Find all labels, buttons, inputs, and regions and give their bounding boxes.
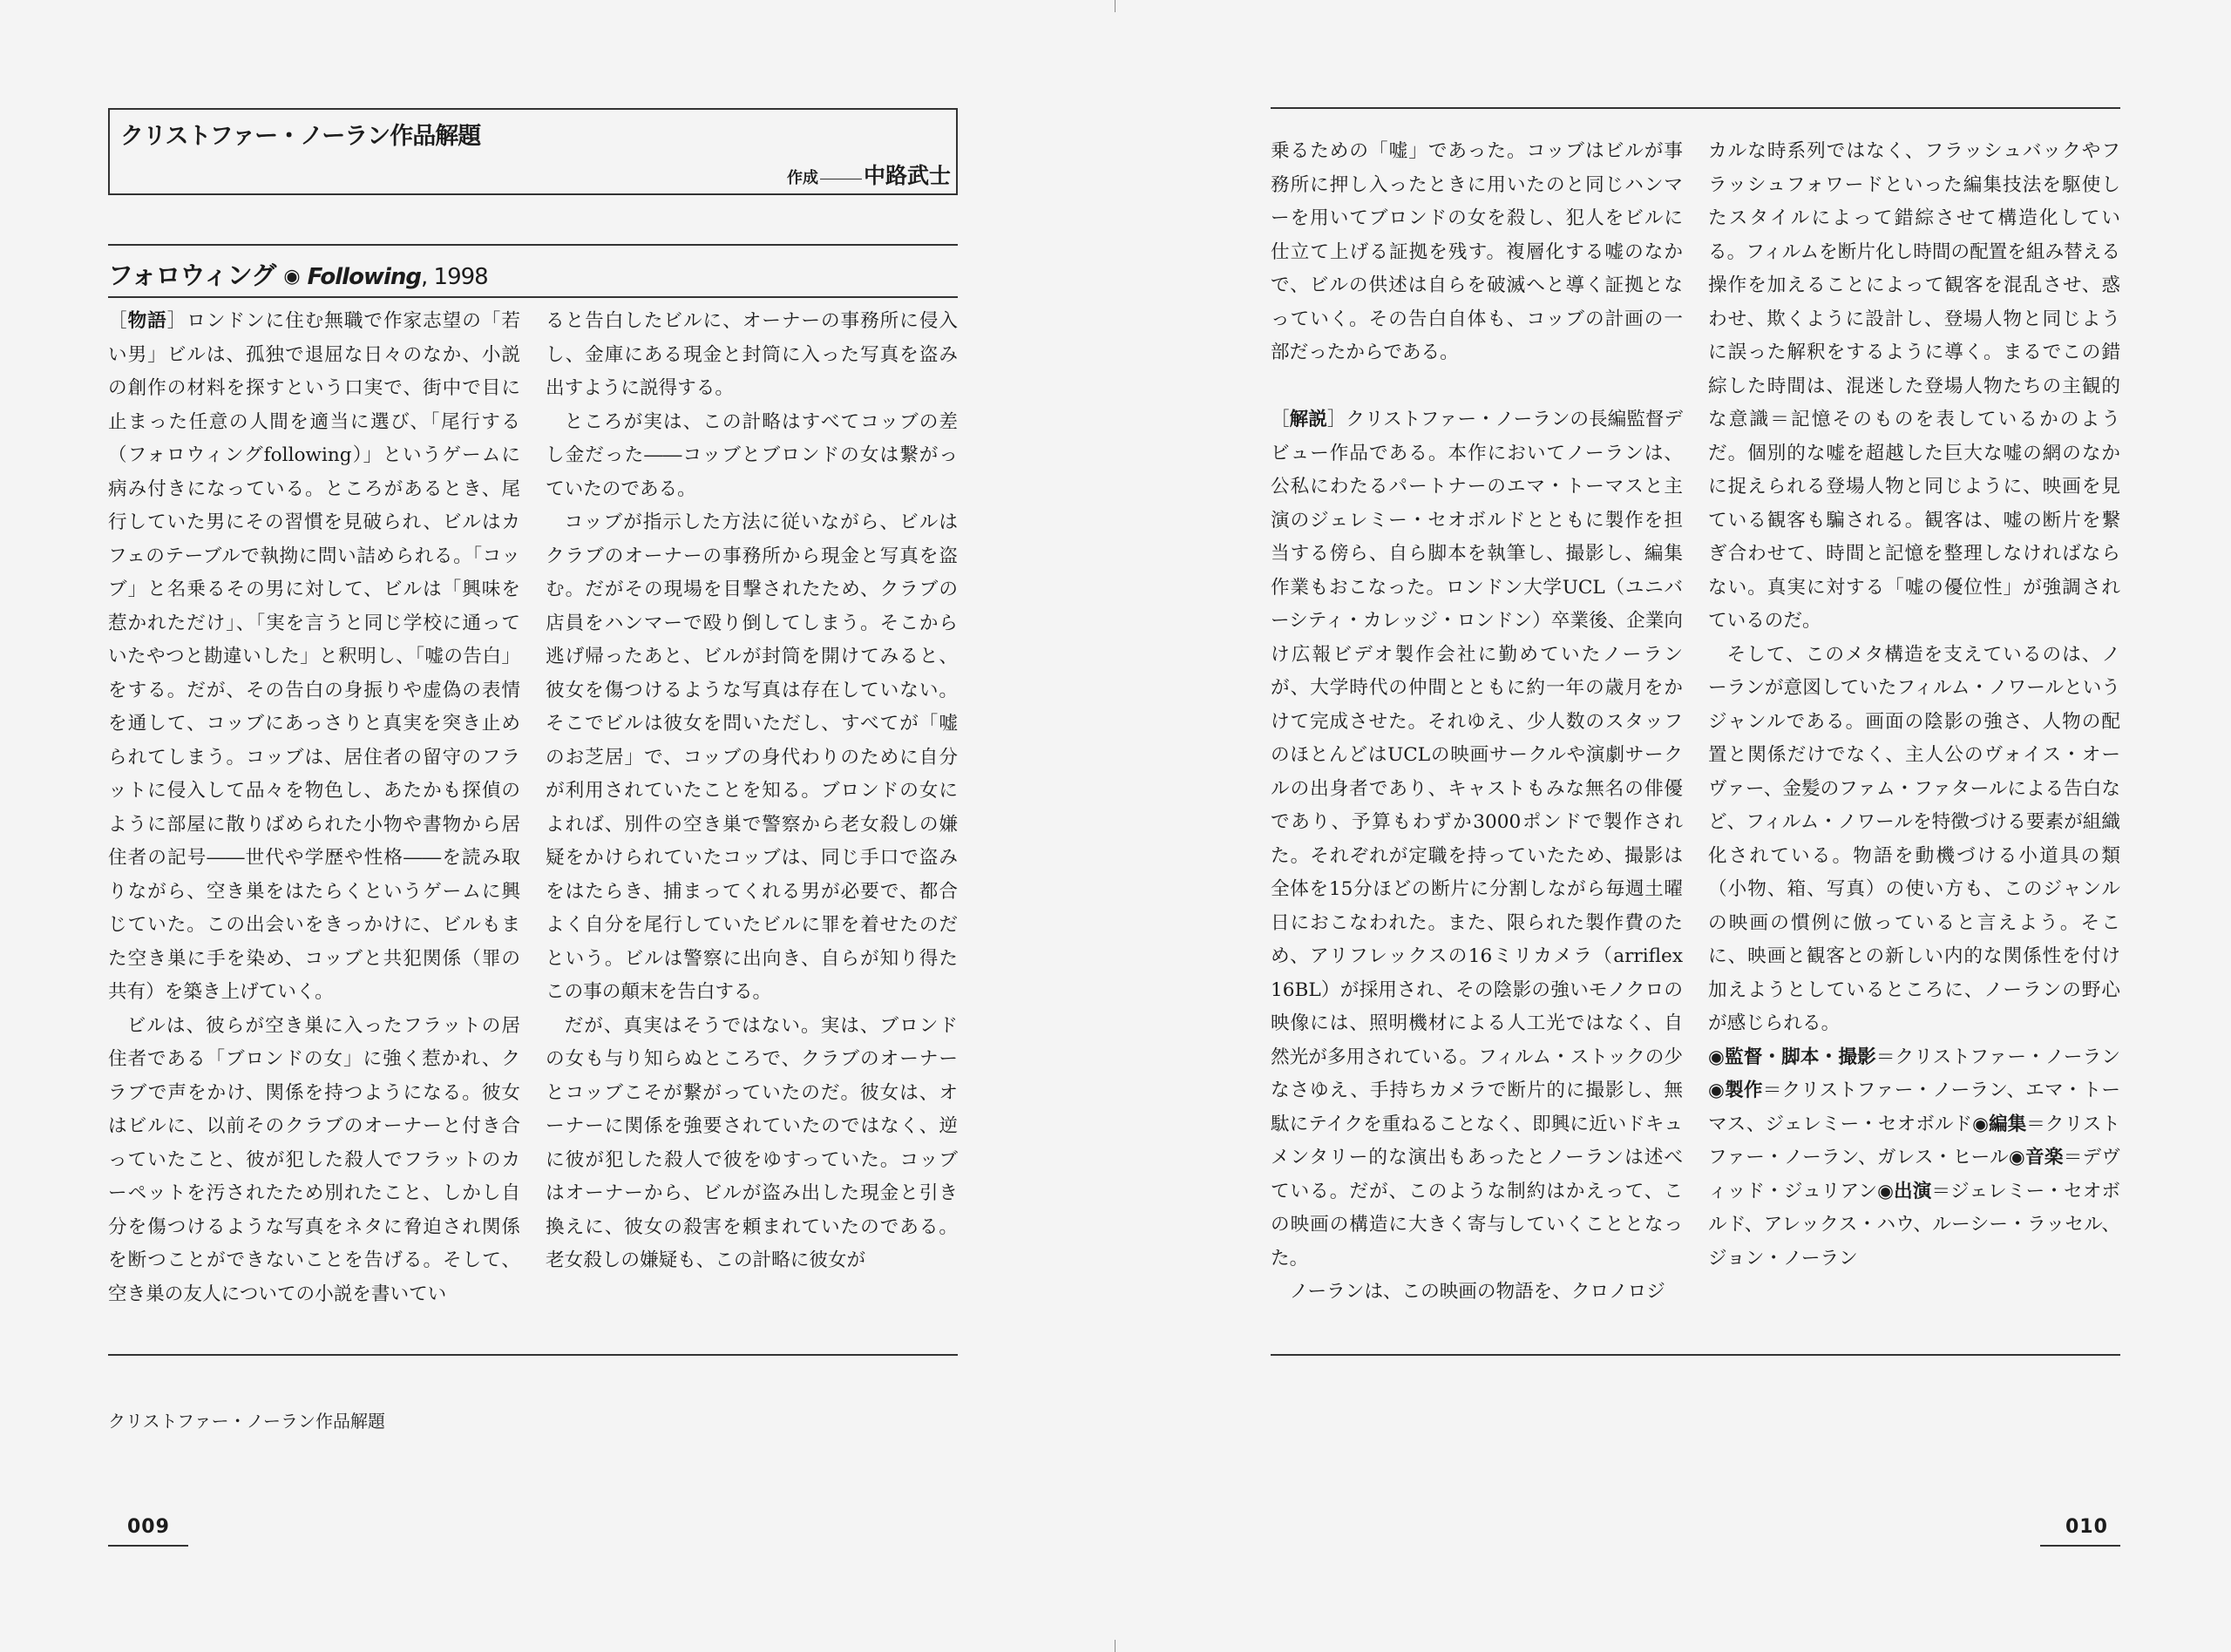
column-right-2 (1708, 135, 2120, 1276)
film-year: , 1998 (421, 264, 488, 290)
film-title-en: Following (307, 264, 421, 290)
film-top-rule (108, 244, 958, 246)
commentary-paragraph: ［解説］クリストファー・ノーランの長編監督デビュー作品である。本作においてノーランは、公私にわたるパートナーのエマ・トーマスと主演のジェレミー・セオボルドとともに製作を担当する傍ら、自ら脚本を執筆し、撮影し、編集作業もおこなった。ロンドン大学UCL（ユニバーシティ・カレッジ・ロンドン）卒業後、企業向け広報ビデオ製作会社に勤めていたノーランが、大学時代の仲間とともに約一年の歳月をかけて完成させた。それゆえ、少人数のスタッフのほとんどはUCLの映画サークルや演劇サークルの出身者であり、キャストもみな無名の俳優であり、予算もわずか3000ポンドで製作された。それぞれが定職を持っていたため、撮影は全体を15分ほどの断片に分割しながら毎週土曜日におこなわれた。また、限られた製作費のため、アリフレックスの16ミリカメラ（arriflex 16BL）が採用され、その陰影の強いモノクロの映像には、照明機材による人工光ではなく、自然光が多用されている。フィルム・ストックの少なさゆえ、手持ちカメラで断片的に撮影し、無駄にテイクを重ねることなく、即興に近いドキュメンタリー的な演出もあったとノーランは述べている。だが、このような制約はかえって、この映画の構造に大きく寄与していくこととなった。 (1271, 409, 1683, 1269)
top-rule-right (1271, 107, 2120, 109)
synopsis-paragraph: ビルは、彼らが空き巣に入ったフラットの居住者である「ブロンドの女」に強く惹かれ、クラブで声をかけ、関係を持つようになる。彼女はビルに、以前そのクラブのオーナーと付き合っていたこと、彼が犯した殺人でフラットのカーペットを汚されたため別れたこと、しかし自分を傷つけるような写真をネタに脅迫され関係を断つことができないことを告げる。そして、空き巣の友人についての小説を書いてい (108, 1014, 520, 1305)
credit-names: ＝クリストファー・ノーラン、エマ・トーマス、ジェレミー・セオボルド (1708, 1080, 2120, 1135)
film-bottom-rule (108, 296, 958, 298)
bullet-icon: ◉ (2008, 1147, 2025, 1168)
film-title (108, 256, 488, 292)
synopsis-text-1: ロンドンに住む無職で作家志望の「若い男」ビルは、孤独で退屈な日々のなか、小説の創作の材料を探すという口実で、街中で目に止まった任意の人間を適当に選び、「尾行する（フォロウィングfollowing）」というゲームに病み付きになっている。ところがあるとき、尾行していた男にその習慣を見破られ、ビルはカフェのテーブルで執拗に問い詰められる。「コッブ」と名乗るその男に対して、ビルは「興味を惹かれただけ」、「実を言うと同じ学校に通っていたやつと勘違いした」と釈明し、「嘘の告白」をする。だが、その告白の身振りや虚偽の表情を通して、コッブにあっさりと真実を突き止められてしまう。コッブは、居住者の留守のフラットに侵入して品々を物色し、あたかも探偵のように部屋に散りばめられた小物や書物から居住者の記号――世代や学歴や性格――を読み取りながら、空き巣をはたらくというゲームに興じていた。この出会いをきっかけに、ビルもまた空き巣に手を染め、コッブと共犯関係（罪の共有）を築き上げていく。 (108, 310, 520, 1003)
commentary-paragraph: ノーランは、この映画の物語を、クロノロジ (1289, 1281, 1665, 1303)
synopsis-paragraph: コッブが指示した方法に従いながら、ビルはクラブのオーナーの事務所から現金と写真を盗む。だがその現場を目撃されたため、クラブの店員をハンマーで殴り倒してしまう。そこから逃げ帰ったあと、ビルが封筒を開けてみると、彼女を傷つけるような写真は存在していない。そこでビルは彼女を問いただし、すべてが「嘘のお芝居」で、コッブの身代わりのために自分が利用されていたことを知る。ブロンドの女によれば、別件の空き巣で警察から老女殺しの嫌疑をかけられていたコッブは、同じ手口で盗みをはたらき、捕まってくれる男が必要で、都合よく自分を尾行していたビルに罪を着せたのだという。ビルは警察に出向き、自らが知り得たこの事の顛末を告白する。 (546, 511, 958, 1003)
synopsis-paragraph: 乗るための「嘘」であった。コッブはビルが事務所に押し入ったときに用いたのと同じハンマーを用いてブロンドの女を殺し、犯人をビルに仕立て上げる証拠を残す。複層化する嘘のなかで、ビルの供述は自らを破滅へと導く証拠となっていく。その告白自体も、コッブの計画の一部だったからである。 (1271, 140, 1683, 363)
page-right (1116, 0, 2231, 1652)
section-title: クリストファー・ノーラン作品解題 (120, 123, 481, 150)
bullet-icon: ◉ (1708, 1080, 1726, 1101)
bullet-icon: ◉ (283, 265, 300, 288)
column-left-1 (108, 305, 520, 1311)
credit-role: 製作 (1725, 1080, 1763, 1101)
page-number-left: 009 (127, 1516, 170, 1538)
section-title-box (108, 108, 958, 195)
column-left-2 (546, 305, 958, 1278)
page-number-rule-right (2040, 1545, 2120, 1547)
credit-role: 編集 (1989, 1113, 2027, 1135)
bullet-icon: ◉ (1877, 1180, 1895, 1202)
credit-role: 音楽 (2024, 1147, 2064, 1168)
text-bottom-rule (108, 1354, 958, 1356)
section-label-story: 物語 (127, 310, 167, 332)
credit-names: ＝デヴィッド・ジュリアン (1708, 1147, 2120, 1202)
commentary-text-1: クリストファー・ノーランの長編監督デビュー作品である。本作においてノーランは、公私にわたるパートナーのエマ・トーマスと主演のジェレミー・セオボルドとともに製作を担当する傍ら、自ら脚本を執筆し、撮影し、編集作業もおこなった。ロンドン大学UCL（ユニバーシティ・カレッジ・ロンドン）卒業後、企業向け広報ビデオ製作会社に勤めていたノーランが、大学時代の仲間とともに約一年の歳月をかけて完成させた。それゆえ、少人数のスタッフのほとんどはUCLの映画サークルや演劇サークルの出身者であり、キャストもみな無名の俳優であり、予算もわずか3000ポンドで製作された。それぞれが定職を持っていたため、撮影は全体を15分ほどの断片に分割しながら毎週土曜日におこなわれた。また、限られた製作費のため、アリフレックスの16ミリカメラ（arriflex 16BL）が採用され、その陰影の強いモノクロの映像には、照明機材による人工光ではなく、自然光が多用されている。フィルム・ストックの少なさゆえ、手持ちカメラで断片的に撮影し、無駄にテイクを重ねることなく、即興に近いドキュメンタリー的な演出もあったとノーランは述べている。だが、このような制約はかえって、この映画の構造に大きく寄与していくこととなった。 (1271, 409, 1683, 1269)
synopsis-paragraph: ［物語］ロンドンに住む無職で作家志望の「若い男」ビルは、孤独で退屈な日々のなか、小説の創作の材料を探すという口実で、街中で目に止まった任意の人間を適当に選び、「尾行する（フォロウィングfollowing）」というゲームに病み付きになっている。ところがあるとき、尾行していた男にその習慣を見破られ、ビルはカフェのテーブルで執拗に問い詰められる。「コッブ」と名乗るその男に対して、ビルは「興味を惹かれただけ」、「実を言うと同じ学校に通っていたやつと勘違いした」と釈明し、「嘘の告白」をする。だが、その告白の身振りや虚偽の表情を通して、コッブにあっさりと真実を突き止められてしまう。コッブは、居住者の留守のフラットに侵入して品々を物色し、あたかも探偵のように部屋に散りばめられた小物や書物から居住者の記号――世代や学歴や性格――を読み取りながら、空き巣をはたらくというゲームに興じていた。この出会いをきっかけに、ビルもまた空き巣に手を染め、コッブと共犯関係（罪の共有）を築き上げていく。 (108, 310, 520, 1003)
running-title: クリストファー・ノーラン作品解題 (108, 1411, 385, 1432)
page-number-right: 010 (2065, 1516, 2108, 1538)
bullet-icon: ◉ (1708, 1046, 1725, 1068)
credit-entry (1708, 1046, 2120, 1068)
commentary-paragraph: カルな時系列ではなく、フラッシュバックやフラッシュフォワードといった編集技法を駆使したスタイルによって錯綜させて構造化している。フィルムを断片化し時間の配置を組み替える操作を加えることによって観客を混乱させ、惑わせ、欺くように設計し、登場人物と同じように誤った解釈をするように導く。まるでこの錯綜した時間は、混迷した登場人物たちの主観的な意識＝記憶そのものを表しているかのようだ。個別的な嘘を超越した巨大な嘘の網のなかに捉えられる登場人物と同じように、映画を見ている観客も騙される。観客は、嘘の断片を繋ぎ合わせて、時間と記憶を整理しなければならない。真実に対する「嘘の優位性」が強調されているのだ。 (1708, 140, 2120, 632)
credit-names: ＝ジェレミー・セオボルド、アレックス・ハウ、ルーシー・ラッセル、ジョン・ノーラン (1708, 1180, 2120, 1269)
synopsis-paragraph: ると告白したビルに、オーナーの事務所に侵入し、金庫にある現金と封筒に入った写真を盗み出すように説得する。 (546, 310, 958, 399)
credits-block (1708, 1041, 2120, 1276)
synopsis-paragraph: ところが実は、この計略はすべてコッブの差し金だった――コッブとブロンドの女は繋がっていたのである。 (546, 410, 958, 500)
text-bottom-rule (1271, 1354, 2120, 1356)
bullet-icon: ◉ (1972, 1113, 1990, 1135)
author-credit (787, 159, 951, 190)
credit-names: ＝クリストファー・ノーラン (1875, 1046, 2120, 1068)
credit-names: ＝クリストファー・ノーラン、ガレス・ヒール (1708, 1113, 2121, 1168)
author-name: 中路武士 (863, 163, 951, 188)
author-label: 作成 (786, 169, 818, 187)
credit-role: 出演 (1894, 1180, 1932, 1202)
film-title-ja: フォロウィング (108, 261, 276, 290)
section-label-commentary: 解説 (1289, 409, 1327, 430)
column-right-1 (1271, 135, 1683, 1310)
credit-role: 監督・脚本・撮影 (1724, 1046, 1876, 1068)
commentary-paragraph: そして、このメタ構造を支えているのは、ノーランが意図していたフィルム・ノワールというジャンルである。画面の陰影の強さ、人物の配置と関係だけでなく、主人公のヴォイス・オーヴァー、金髪のファム・ファタールによる告白など、フィルム・ノワールを特徴づける要素が組織化されている。物語を動機づける小道具の類（小物、箱、写真）の使い方も、このジャンルの映画の慣例に倣っていると言えよう。そこに、映画と観客との新しい内的な関係性を付け加えようとしているところに、ノーランの野心が感じられる。 (1708, 643, 2120, 1034)
synopsis-paragraph: だが、真実はそうではない。実は、ブロンドの女も与り知らぬところで、クラブのオーナーとコッブこそが繋がっていたのだ。彼女は、オーナーに関係を強要されていたのではなく、逆に彼が犯した殺人で彼をゆすっていた。コッブはオーナーから、ビルが盗み出した現金と引き換えに、彼女の殺害を頼まれていたのである。老女殺しの嫌疑も、この計略に彼女が (546, 1014, 958, 1271)
page-number-rule-left (108, 1545, 188, 1547)
